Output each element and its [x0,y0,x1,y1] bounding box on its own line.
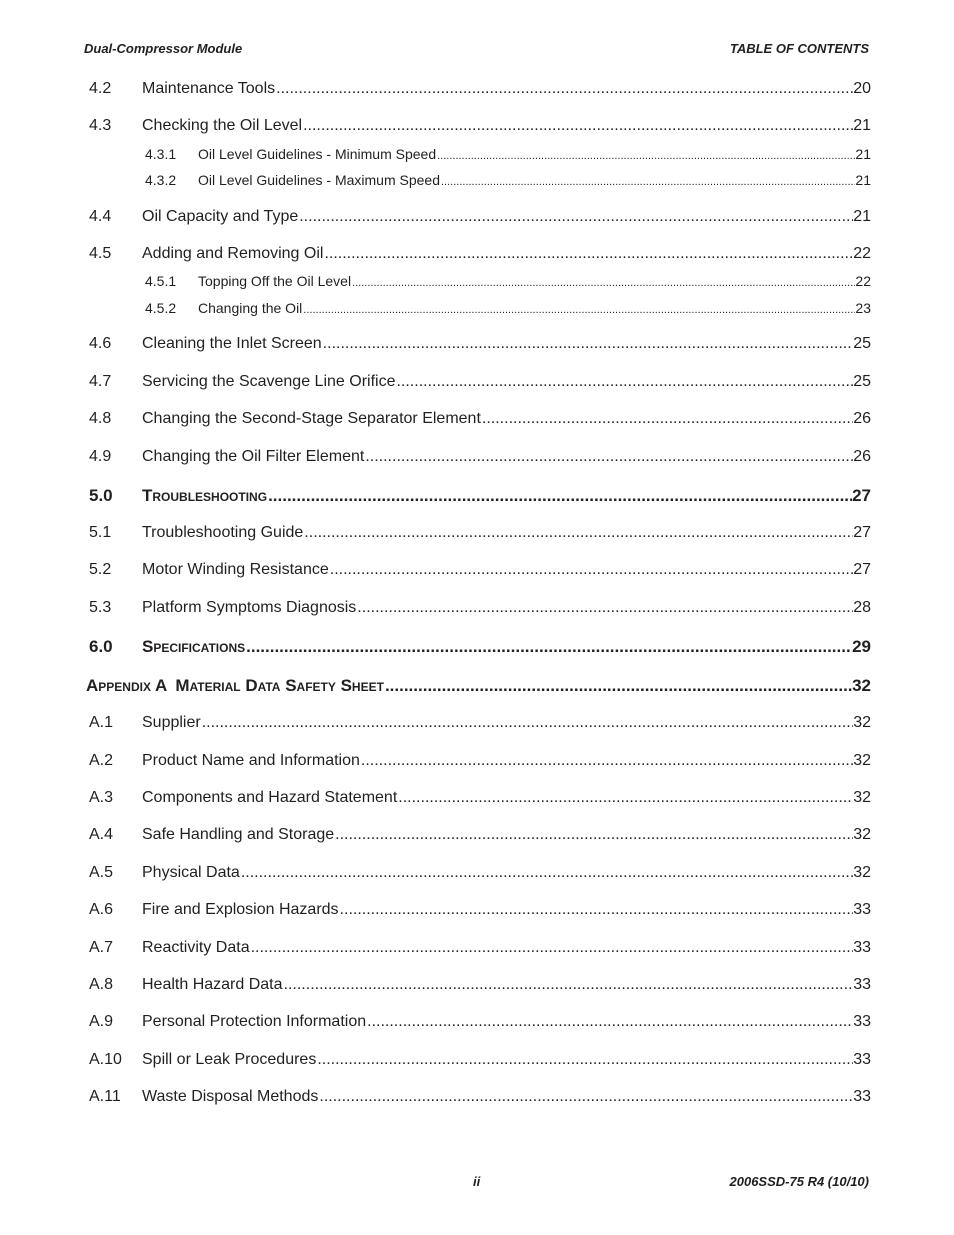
toc-leader-dots [360,752,853,770]
toc-entry-number: A.5 [89,864,114,881]
toc-entry-title: Oil Level Guidelines - Maximum Speed [198,172,440,188]
toc-entry-number: 4.3 [89,117,112,134]
toc-entry-title: Changing the Oil [198,300,303,316]
page-number: ii [473,1174,481,1189]
toc-entry-title: Fire and Explosion Hazards [142,901,339,918]
toc-entry-number: A.8 [89,976,114,993]
toc-entry-title: Physical Data [142,864,240,881]
toc-entry-number: 4.6 [89,335,112,352]
toc-leader-dots [397,789,853,807]
toc-entry-4-5[interactable] [89,245,871,263]
toc-entry-number: 4.3.1 [145,146,177,162]
toc-entry-4-8[interactable] [89,410,871,428]
toc-entry-number: 5.3 [89,599,112,616]
toc-entry-title: Product Name and Information [142,752,360,769]
toc-entry-number: A.4 [89,826,114,843]
toc-entry-page: 33 [853,1088,871,1105]
toc-leader-dots [364,448,853,466]
toc-entry-a-2[interactable] [89,752,871,770]
toc-entry-title: Waste Disposal Methods [142,1088,319,1105]
toc-entry-4-7[interactable] [89,373,871,391]
toc-entry-title: Changing the Second-Stage Separator Element [142,410,481,427]
toc-entry-a-7[interactable] [89,939,871,957]
toc-entry-title: Reactivity Data [142,939,250,956]
toc-entry-page: 21 [853,117,871,134]
toc-entry-a-6[interactable] [89,901,871,919]
toc-entry-page: 33 [853,901,871,918]
toc-leader-dots [356,599,853,617]
toc-entry-a-4[interactable] [89,826,871,844]
toc-entry-page: 22 [855,273,871,289]
toc-entry-4-2[interactable] [89,80,871,98]
toc-entry-title: Oil Level Guidelines - Minimum Speed [198,146,437,162]
toc-entry-page: 26 [853,448,871,465]
toc-entry-4-5-2[interactable] [145,300,871,316]
toc-entry-4-6[interactable] [89,335,871,353]
toc-entry-page: 32 [853,752,871,769]
toc-entry-5-3[interactable] [89,599,871,617]
toc-entry-title: Platform Symptoms Diagnosis [142,599,357,616]
toc-leader-dots [302,117,853,135]
toc-entry-page: 27 [853,561,871,578]
toc-entry-page: 22 [853,245,871,262]
toc-entry-page: 26 [853,410,871,427]
running-header-title: Dual-Compressor Module [84,41,243,56]
toc-entry-number: A.11 [89,1088,121,1105]
toc-entry-number: A.9 [89,1013,114,1030]
toc-entry-a-1[interactable] [89,714,871,732]
toc-leader-dots [318,1088,853,1106]
toc-section-6-0[interactable] [89,637,871,657]
toc-entry-number: 5.2 [89,561,112,578]
toc-leader-dots [250,939,854,957]
toc-entry-a-5[interactable] [89,864,871,882]
toc-leader-dots [322,335,854,353]
toc-leader-dots [440,176,855,188]
toc-entry-a-8[interactable] [89,976,871,994]
toc-leader-dots [275,80,853,98]
toc-entry-title: Cleaning the Inlet Screen [142,335,322,352]
toc-leader-dots [334,826,853,844]
toc-leader-dots [339,901,854,919]
toc-leader-dots [329,561,853,579]
toc-entry-number: 5.1 [89,524,112,541]
toc-entry-number: Appendix A [86,676,168,695]
toc-entry-a-10[interactable] [89,1051,871,1069]
toc-entry-title: Maintenance Tools [142,80,276,97]
toc-entry-title: Troubleshooting [142,486,268,505]
toc-entry-page: 21 [853,208,871,225]
toc-entry-number: A.6 [89,901,114,918]
toc-leader-dots [323,245,853,263]
toc-entry-number: 4.2 [89,80,112,97]
toc-entry-page: 28 [853,599,871,616]
toc-entry-page: 27 [852,486,871,505]
toc-entry-number: 4.5.2 [145,300,177,316]
toc-section-5-0[interactable] [89,486,871,506]
toc-entry-a-3[interactable] [89,789,871,807]
toc-leader-dots [351,277,855,289]
toc-entry-4-5-1[interactable] [145,273,871,289]
toc-entry-page: 32 [853,789,871,806]
toc-entry-page: 32 [852,676,871,695]
toc-entry-5-2[interactable] [89,561,871,579]
toc-entry-title: Components and Hazard Statement [142,789,398,806]
toc-entry-5-1[interactable] [89,524,871,542]
toc-entry-title: Health Hazard Data [142,976,283,993]
toc-entry-4-4[interactable] [89,208,871,226]
toc-leader-dots [298,208,853,226]
toc-entry-title: Specifications [142,637,246,656]
toc-entry-number: A.1 [89,714,114,731]
toc-entry-page: 33 [853,976,871,993]
toc-entry-page: 27 [853,524,871,541]
toc-entry-page: 23 [855,300,871,316]
toc-entry-title: Changing the Oil Filter Element [142,448,365,465]
toc-leader-dots [302,304,855,316]
toc-entry-page: 32 [853,864,871,881]
toc-entry-4-3-1[interactable] [145,146,871,162]
toc-leader-dots [240,864,853,882]
toc-entry-number: 4.4 [89,208,112,225]
toc-entry-4-3-2[interactable] [145,172,871,188]
document-id: 2006SSD-75 R4 (10/10) [729,1174,869,1189]
toc-entry-page: 25 [853,373,871,390]
toc-entry-number: A.2 [89,752,114,769]
toc-entry-a-11[interactable] [89,1088,871,1106]
toc-entry-title: Oil Capacity and Type [142,208,299,225]
toc-leader-dots [395,373,853,391]
toc-entry-title: Troubleshooting Guide [142,524,304,541]
toc-entry-title: Material Data Safety Sheet [175,676,384,695]
toc-leader-dots [303,524,853,542]
toc-entry-page: 32 [853,714,871,731]
toc-entry-number: 4.8 [89,410,112,427]
toc-entry-title: Servicing the Scavenge Line Orifice [142,373,396,390]
toc-entry-title: Topping Off the Oil Level [198,273,352,289]
toc-leader-dots [436,150,855,162]
toc-entry-page: 33 [853,939,871,956]
toc-entry-page: 25 [853,335,871,352]
toc-entry-page: 32 [853,826,871,843]
toc-leader-dots [283,976,854,994]
toc-leader-dots [201,714,854,732]
toc-leader-dots [366,1013,853,1031]
toc-entry-number: A.3 [89,789,114,806]
toc-entry-number: A.7 [89,939,114,956]
toc-entry-title: Motor Winding Resistance [142,561,329,578]
toc-entry-title: Personal Protection Information [142,1013,367,1030]
toc-appendix-a[interactable] [86,676,871,696]
toc-entry-title: Safe Handling and Storage [142,826,335,843]
toc-leader-dots [316,1051,853,1069]
toc-entry-number: 4.5.1 [145,273,177,289]
toc-leader-dots [267,486,852,506]
toc-entry-number: 5.0 [89,486,113,505]
toc-entry-title: Checking the Oil Level [142,117,303,134]
toc-entry-number: 4.5 [89,245,112,262]
toc-entry-4-9[interactable] [89,448,871,466]
toc-entry-page: 29 [852,637,871,656]
toc-entry-a-9[interactable] [89,1013,871,1031]
toc-leader-dots [245,637,852,657]
toc-entry-title: Adding and Removing Oil [142,245,324,262]
running-header-section: TABLE OF CONTENTS [729,41,869,56]
toc-entry-page: 20 [853,80,871,97]
toc-leader-dots [481,410,853,428]
toc-entry-4-3[interactable] [89,117,871,135]
toc-entry-page: 21 [855,172,871,188]
toc-entry-title: Supplier [142,714,201,731]
toc-entry-page: 21 [855,146,871,162]
toc-entry-page: 33 [853,1051,871,1068]
toc-entry-page: 33 [853,1013,871,1030]
toc-entry-number: A.10 [89,1051,122,1068]
toc-entry-number: 4.9 [89,448,112,465]
toc-entry-title: Spill or Leak Procedures [142,1051,317,1068]
toc-entry-number: 4.3.2 [145,172,177,188]
toc-entry-number: 4.7 [89,373,112,390]
toc-leader-dots [384,676,852,696]
toc-entry-number: 6.0 [89,637,113,656]
